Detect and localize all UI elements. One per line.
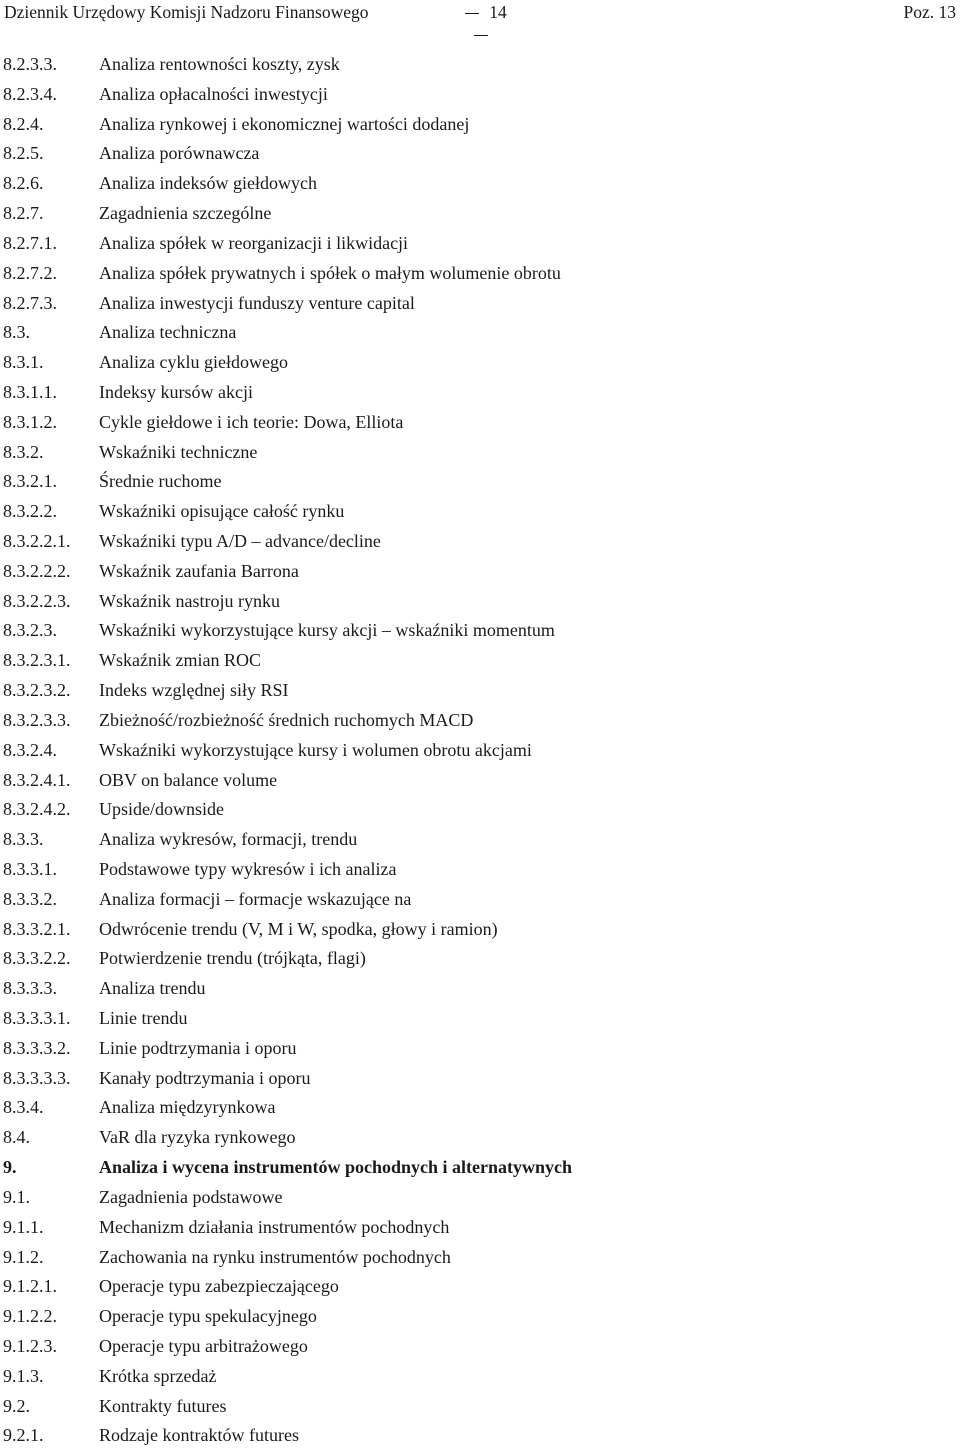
- toc-entry-number: 8.3.2.3.: [3, 620, 57, 641]
- toc-entry: [0, 229, 960, 259]
- table-of-contents: [0, 50, 960, 1451]
- toc-entry-title: Kontrakty futures: [99, 1395, 227, 1416]
- toc-entry: [0, 557, 960, 587]
- toc-entry: [0, 1362, 960, 1392]
- toc-entry-title: Linie trendu: [99, 1008, 188, 1028]
- toc-entry: [0, 1392, 960, 1422]
- toc-entry-number: 8.3.3.1.: [3, 858, 57, 879]
- toc-entry: [0, 676, 960, 706]
- toc-entry: [0, 527, 960, 557]
- page-number-value: 14: [489, 2, 507, 22]
- toc-entry-number: 8.2.6.: [3, 173, 44, 194]
- toc-entry-title: Zachowania na rynku instrumentów pochodnych: [99, 1246, 451, 1267]
- toc-entry-number: 8.3.3.3.: [3, 978, 57, 999]
- toc-entry: [0, 1332, 960, 1362]
- toc-entry-number: 8.3.2.3.2.: [3, 680, 71, 701]
- toc-entry-title: Analiza techniczna: [99, 322, 237, 343]
- toc-entry: [0, 1093, 960, 1123]
- toc-entry: [0, 169, 960, 199]
- toc-entry-number: 9.: [3, 1157, 17, 1178]
- toc-entry-title: Operacje typu spekulacyjnego: [99, 1306, 317, 1327]
- toc-entry-number: 8.3.2.2.1.: [3, 531, 71, 551]
- toc-entry-title: Odwrócenie trendu (V, M i W, spodka, głowy i ramion): [99, 918, 498, 939]
- toc-entry-title: Kanały podtrzymania i oporu: [99, 1067, 311, 1088]
- position-label: Poz. 13: [903, 2, 956, 22]
- toc-entry: [0, 497, 960, 527]
- toc-entry-number: 8.2.7.2.: [3, 262, 57, 283]
- toc-entry: [0, 766, 960, 796]
- toc-entry: [0, 1064, 960, 1094]
- toc-entry-title: Zagadnienia podstawowe: [99, 1186, 283, 1207]
- toc-entry-title: Wskaźniki wykorzystujące kursy i wolumen obrotu akcjami: [99, 739, 532, 760]
- toc-entry-title: Cykle giełdowe i ich teorie: Dowa, Elliota: [99, 411, 404, 432]
- page-number: [441, 1, 521, 45]
- toc-entry-number: 8.3.3.3.3.: [3, 1067, 71, 1088]
- dash-right: [474, 35, 488, 36]
- toc-entry-title: Analiza cyklu giełdowego: [99, 352, 288, 373]
- toc-entry-title: Krótka sprzedaż: [99, 1365, 217, 1386]
- toc-entry-number: 8.3.4.: [3, 1097, 44, 1118]
- dash-left: [465, 13, 479, 14]
- toc-entry-number: 9.1.2.: [3, 1246, 44, 1267]
- toc-entry: [0, 915, 960, 945]
- toc-entry-title: Wskaźniki opisujące całość rynku: [99, 501, 345, 522]
- toc-entry-number: 8.3.2.3.1.: [3, 650, 71, 671]
- toc-entry: [0, 1213, 960, 1243]
- toc-entry-number: 8.3.3.: [3, 829, 44, 850]
- toc-entry: [0, 1183, 960, 1213]
- toc-entry: [0, 467, 960, 497]
- toc-entry-number: 8.4.: [3, 1127, 30, 1148]
- toc-entry-title: Zbieżność/rozbieżność średnich ruchomych MACD: [99, 709, 474, 730]
- toc-entry: [0, 318, 960, 348]
- toc-entry: [0, 587, 960, 617]
- toc-entry-title: Indeksy kursów akcji: [99, 381, 253, 402]
- toc-entry-number: 8.3.2.2.3.: [3, 590, 71, 611]
- toc-entry: [0, 616, 960, 646]
- toc-entry: [0, 1153, 960, 1183]
- toc-entry-title: Analiza i wycena instrumentów pochodnych i alternatywnych: [99, 1157, 573, 1178]
- toc-entry: [0, 199, 960, 229]
- toc-entry-title: Zagadnienia szczególne: [99, 203, 272, 224]
- toc-entry-title: Analiza wykresów, formacji, trendu: [99, 829, 358, 850]
- toc-entry-number: 8.3.2.2.2.: [3, 560, 71, 581]
- toc-entry-title: Operacje typu zabezpieczającego: [99, 1276, 339, 1297]
- toc-entry-title: Analiza opłacalności inwestycji: [99, 83, 328, 104]
- toc-entry-number: 8.3.2.3.3.: [3, 709, 71, 730]
- toc-entry: [0, 825, 960, 855]
- toc-entry-title: Średnie ruchome: [99, 471, 222, 492]
- toc-entry-number: 8.2.7.3.: [3, 292, 57, 313]
- toc-entry-number: 8.2.3.4.: [3, 83, 57, 104]
- toc-entry-number: 8.3.2.: [3, 441, 44, 462]
- toc-entry-number: 8.3.1.1.: [3, 381, 57, 402]
- toc-entry-number: 8.2.7.1.: [3, 232, 57, 253]
- toc-entry-number: 9.1.1.: [3, 1216, 44, 1237]
- toc-entry: [0, 646, 960, 676]
- toc-entry-number: 9.1.2.2.: [3, 1306, 57, 1327]
- toc-entry-number: 8.3.2.4.1.: [3, 769, 71, 790]
- toc-entry-number: 8.3.2.4.: [3, 739, 57, 760]
- toc-entry-title: Analiza indeksów giełdowych: [99, 173, 317, 194]
- toc-entry-number: 8.2.7.: [3, 203, 44, 224]
- toc-entry-title: Wskaźnik zaufania Barrona: [99, 560, 299, 581]
- toc-entry-number: 8.3.2.4.2.: [3, 799, 71, 820]
- toc-entry-title: Wskaźniki wykorzystujące kursy akcji – wskaźniki momentum: [99, 620, 555, 641]
- toc-entry-title: Analiza formacji – formacje wskazujące na: [99, 888, 412, 909]
- toc-entry-title: Analiza spółek prywatnych i spółek o małym wolumenie obrotu: [99, 262, 561, 283]
- toc-entry-title: Operacje typu arbitrażowego: [99, 1335, 308, 1356]
- toc-entry-number: 8.2.5.: [3, 143, 44, 164]
- toc-entry-number: 8.3.1.: [3, 352, 44, 373]
- toc-entry-number: 9.2.: [3, 1395, 30, 1416]
- toc-entry: [0, 289, 960, 319]
- toc-entry: [0, 1123, 960, 1153]
- page-header: [0, 0, 960, 24]
- toc-entry-number: 9.1.2.3.: [3, 1335, 57, 1356]
- toc-entry-title: Rodzaje kontraktów futures: [99, 1425, 299, 1446]
- toc-entry-title: Analiza trendu: [99, 978, 206, 999]
- toc-entry-title: Wskaźnik nastroju rynku: [99, 590, 280, 611]
- toc-entry: [0, 1004, 960, 1034]
- toc-entry-title: VaR dla ryzyka rynkowego: [99, 1127, 296, 1148]
- toc-entry: [0, 1272, 960, 1302]
- toc-entry: [0, 50, 960, 80]
- toc-entry-number: 8.3.1.2.: [3, 411, 57, 432]
- toc-entry-title: Analiza spółek w reorganizacji i likwidacji: [99, 232, 409, 253]
- toc-entry: [0, 110, 960, 140]
- toc-entry-number: 9.1.: [3, 1186, 30, 1207]
- toc-entry-title: Analiza rynkowej i ekonomicznej wartości dodanej: [99, 113, 470, 134]
- toc-entry-title: Analiza międzyrynkowa: [99, 1097, 276, 1118]
- toc-entry: [0, 706, 960, 736]
- toc-entry: [0, 378, 960, 408]
- toc-entry: [0, 259, 960, 289]
- toc-entry-number: 8.3.2.1.: [3, 471, 57, 492]
- toc-entry-number: 8.3.3.2.1.: [3, 918, 71, 939]
- toc-entry: [0, 438, 960, 468]
- toc-entry: [0, 944, 960, 974]
- toc-entry-number: 8.3.2.2.: [3, 501, 57, 522]
- toc-entry-title: Analiza inwestycji funduszy venture capital: [99, 292, 415, 313]
- toc-entry-title: Indeks względnej siły RSI: [99, 680, 289, 701]
- toc-entry-title: Potwierdzenie trendu (trójkąta, flagi): [99, 948, 366, 969]
- toc-entry-number: 8.3.3.3.2.: [3, 1037, 71, 1058]
- toc-entry: [0, 1034, 960, 1064]
- toc-entry: [0, 408, 960, 438]
- toc-entry-number: 8.2.3.3.: [3, 54, 57, 74]
- toc-entry: [0, 80, 960, 110]
- toc-entry: [0, 1302, 960, 1332]
- toc-entry-number: 9.1.2.1.: [3, 1276, 57, 1297]
- toc-entry-title: Podstawowe typy wykresów i ich analiza: [99, 858, 397, 879]
- toc-entry-number: 9.2.1.: [3, 1425, 44, 1446]
- toc-entry: [0, 1243, 960, 1273]
- toc-entry-number: 8.3.3.3.1.: [3, 1008, 71, 1028]
- toc-entry-title: Linie podtrzymania i oporu: [99, 1037, 297, 1058]
- toc-entry-number: 9.1.3.: [3, 1365, 44, 1386]
- toc-entry-title: Mechanizm działania instrumentów pochodnych: [99, 1216, 450, 1237]
- toc-entry: [0, 736, 960, 766]
- toc-entry-title: Wskaźniki typu A/D – advance/decline: [99, 531, 381, 551]
- toc-entry: [0, 795, 960, 825]
- toc-entry-number: 8.3.3.2.: [3, 888, 57, 909]
- toc-entry-title: Upside/downside: [99, 799, 224, 820]
- toc-entry: [0, 855, 960, 885]
- toc-entry-title: Analiza rentowności koszty, zysk: [99, 54, 340, 74]
- toc-entry-title: Wskaźnik zmian ROC: [99, 650, 261, 671]
- journal-title: Dziennik Urzędowy Komisji Nadzoru Finansowego: [4, 2, 369, 22]
- toc-entry-number: 8.3.3.2.2.: [3, 948, 71, 969]
- toc-entry-number: 8.2.4.: [3, 113, 44, 134]
- toc-entry: [0, 348, 960, 378]
- toc-entry: [0, 139, 960, 169]
- toc-entry-number: 8.3.: [3, 322, 30, 343]
- toc-entry-title: Wskaźniki techniczne: [99, 441, 258, 462]
- toc-entry-title: OBV on balance volume: [99, 769, 278, 790]
- toc-entry-title: Analiza porównawcza: [99, 143, 260, 164]
- toc-entry: [0, 885, 960, 915]
- toc-entry: [0, 974, 960, 1004]
